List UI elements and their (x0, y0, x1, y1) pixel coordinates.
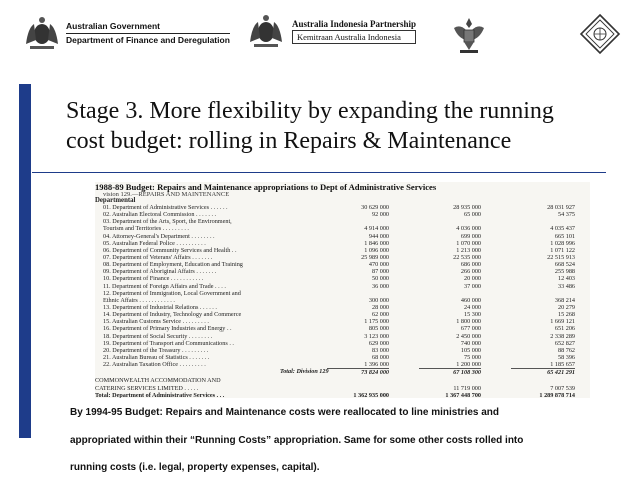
table-row: 19. Department of Transport and Communications . . 629 000 740 000 652 827 (103, 339, 575, 347)
table-row: 20. Department of the Treasury . . . . . . . . . 83 000 105 000 88 762 (103, 346, 575, 354)
table-row: 16. Department of Primary Industries and Energy . . 805 000 677 000 651 206 (103, 325, 575, 333)
slide-title (66, 96, 616, 156)
australian-coat-of-arms-icon (246, 12, 286, 50)
australian-government-logo (22, 14, 230, 52)
title-divider (32, 172, 606, 173)
table-row: 09. Department of Aboriginal Affairs . . . . . . . 87 000 266 000 255 988 (103, 268, 575, 276)
table-row: 14. Department of Industry, Technology and Commerce 62 000 15 300 15 268 (103, 311, 575, 319)
gov-text-block (66, 20, 230, 47)
budget-rows (95, 204, 590, 398)
finance-ministry-emblem-icon (578, 12, 622, 56)
table-row: 15. Australian Customs Service . . . . . . . . . 1 175 000 1 800 000 1 669 121 (103, 318, 575, 326)
australian-coat-of-arms-icon (22, 14, 62, 52)
table-row: 06. Department of Community Services and Health . . 1 096 000 1 213 000 1 071 122 (103, 246, 575, 254)
table-row: 04. Attorney-General's Department . . . . . . . . 944 000 699 000 665 101 (103, 232, 575, 240)
division-total-row: Total: Division 129 73 824 000 67 108 300 65 421 291 (280, 368, 575, 377)
scan-subheading: vision 129.—REPAIRS AND MAINTENANCE (103, 191, 230, 198)
body-text-line-1: By 1994-95 Budget: Repairs and Maintenance costs were reallocated to line ministries and (70, 407, 500, 418)
slide-header (0, 0, 638, 62)
grand-total-row: Total: Department of Administrative Services . . . 1 362 935 000 1 367 448 700 1 289 878 714 (95, 391, 575, 398)
partnership-title: Australia Indonesia Partnership (292, 19, 417, 29)
gov-name: Australian Government (66, 20, 230, 34)
table-row: 08. Department of Employment, Education and Training 470 000 686 000 668 524 (103, 261, 575, 269)
table-row: 21. Australian Bureau of Statistics . . . . . . . 68 000 75 000 58 396 (103, 353, 575, 361)
table-row: 18. Department of Social Security . . . . . . . . 3 123 000 2 450 000 2 338 289 (103, 332, 575, 340)
commonwealth-row-1: COMMONWEALTH ACCOMMODATION AND (95, 377, 221, 385)
slide-title-line-1: Stage 3. More flexibility by expanding the running (66, 98, 554, 124)
slide-title-line-2: cost budget: rolling in Repairs & Maintenance (66, 128, 512, 154)
table-row: 02. Australian Electoral Commission . . . . . . . 92 000 65 000 54 375 (103, 211, 575, 219)
table-row: 07. Department of Veterans' Affairs . . . . . . . 25 989 000 22 535 000 22 515 913 (103, 253, 575, 261)
table-row: 13. Department of Industrial Relations . . . . . . 28 000 24 000 20 279 (103, 303, 575, 311)
table-row: Tourism and Territories . . . . . . . . . 4 914 000 4 036 000 4 035 437 (103, 225, 575, 233)
partnership-text (292, 18, 416, 44)
departmental-heading: Departmental (95, 197, 136, 204)
table-row: 12. Department of Immigration, Local Government and (103, 289, 241, 297)
australia-indonesia-partnership-logo (246, 12, 416, 50)
body-text-line-3: running costs (i.e. legal, property expenses, capital). (70, 462, 320, 473)
commonwealth-row-2: CATERING SERVICES LIMITED . . . . . 11 719 000 7 007 539 (95, 384, 575, 392)
scanned-budget-table (95, 182, 590, 398)
table-row: 05. Australian Federal Police . . . . . . . . . . 1 846 000 1 070 000 1 028 996 (103, 239, 575, 247)
table-row: 01. Department of Administrative Services . . . . . . 30 629 000 28 935 000 28 031 927 (103, 204, 575, 211)
table-row: 03. Department of the Arts, Sport, the Environment, (103, 218, 232, 226)
table-row: 10. Department of Finance . . . . . . . . . . . 50 000 20 000 12 403 (103, 275, 575, 283)
garuda-pancasila-icon (452, 14, 486, 54)
table-row: 22. Australian Taxation Office . . . . . . . . . 1 396 000 1 200 000 1 185 657 (103, 361, 575, 369)
accent-bar (19, 84, 31, 438)
table-row: 11. Department of Foreign Affairs and Trade . . . . 36 000 37 000 33 486 (103, 282, 575, 290)
table-row: Ethnic Affairs . . . . . . . . . . . . 300 000 460 000 368 214 (103, 296, 575, 304)
body-text-line-2: appropriated within their “Running Costs” appropriation. Same for some other costs rolled into (70, 435, 524, 446)
department-name: Department of Finance and Deregulation (66, 34, 230, 45)
scan-heading: 1988-89 Budget: Repairs and Maintenance appropriations to Dept of Administrative Services (95, 182, 437, 192)
partnership-subtitle: Kemitraan Australia Indonesia (292, 30, 416, 44)
